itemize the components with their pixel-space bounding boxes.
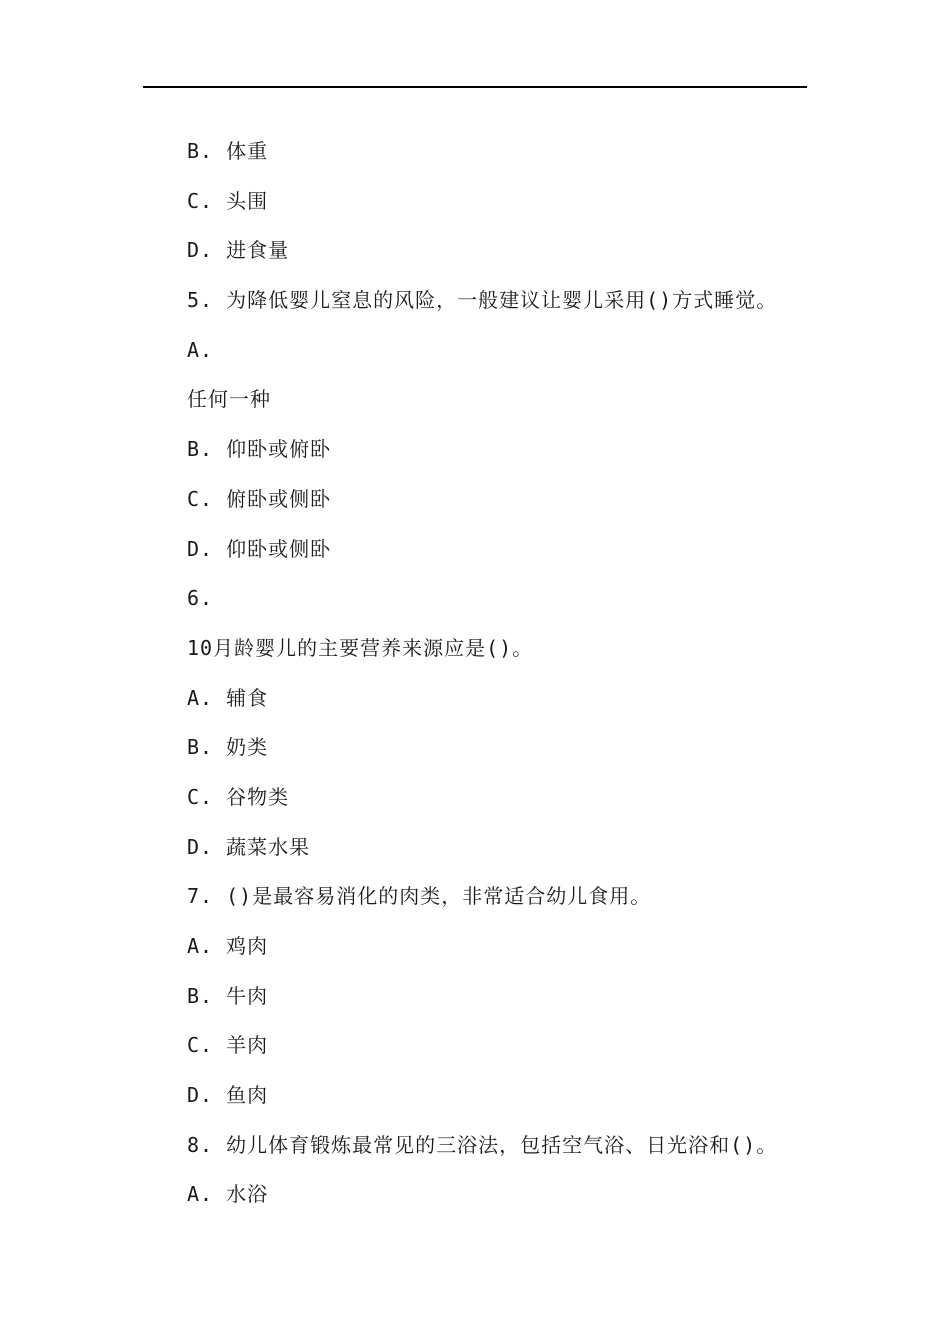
question-7-option-a: A. 鸡肉 [187, 934, 269, 958]
question-6-option-a: A. 辅食 [187, 685, 269, 710]
question-6-text: 10月龄婴儿的主要营养来源应是()。 [187, 635, 534, 660]
question-5-option-b: B. 仰卧或俯卧 [187, 437, 332, 462]
option-b-weight: B. 体重 [187, 139, 269, 163]
question-6-option-c: C. 谷物类 [187, 784, 290, 809]
question-8: 8. 幼儿体育锻炼最常见的三浴法，包括空气浴、日光浴和()。 [187, 1132, 778, 1157]
header-rule [143, 86, 807, 88]
question-7-option-c: C. 羊肉 [187, 1033, 269, 1058]
option-d-food-intake: D. 进食量 [187, 238, 290, 263]
question-7-option-d: D. 鱼肉 [187, 1083, 269, 1108]
question-6-option-d: D. 蔬菜水果 [187, 834, 311, 859]
question-8-option-a: A. 水浴 [187, 1182, 269, 1207]
question-5: 5. 为降低婴儿窒息的风险，一般建议让婴儿采用()方式睡觉。 [187, 288, 778, 313]
question-5-option-a-label: A. [187, 337, 214, 362]
question-5-option-a-text: 任何一种 [187, 387, 271, 412]
question-6-option-b: B. 奶类 [187, 735, 269, 760]
question-7: 7. ()是最容易消化的肉类，非常适合幼儿食用。 [187, 884, 652, 909]
question-5-option-c: C. 俯卧或侧卧 [187, 486, 332, 511]
question-6-number: 6. [187, 586, 214, 611]
document-body [187, 134, 827, 1227]
question-5-option-d: D. 仰卧或侧卧 [187, 536, 332, 561]
question-7-option-b: B. 牛肉 [187, 983, 269, 1008]
option-c-head-circumference: C. 头围 [187, 188, 269, 213]
